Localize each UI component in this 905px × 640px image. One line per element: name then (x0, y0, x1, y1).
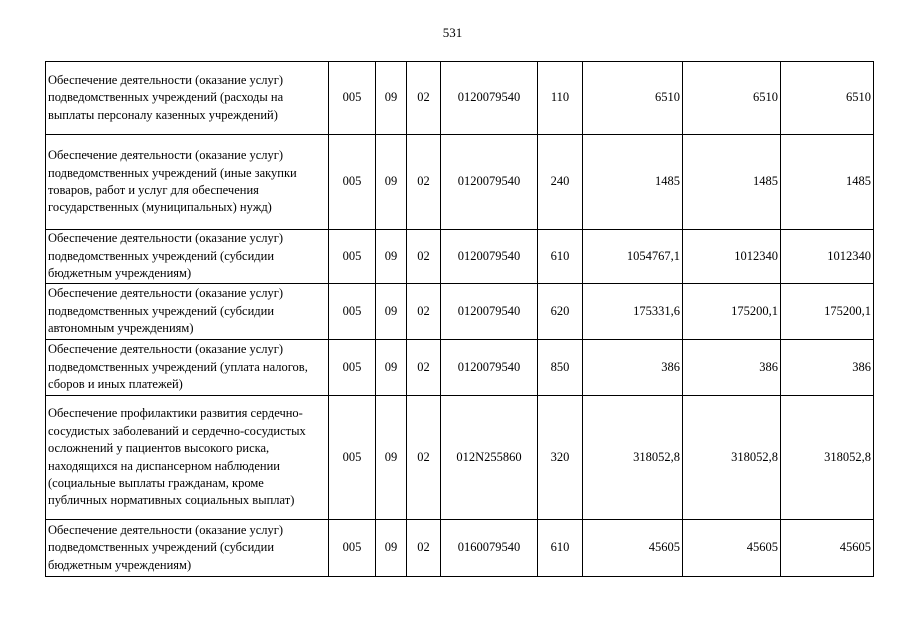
subsection-code-cell: 02 (407, 135, 441, 230)
expense-name-cell: Обеспечение деятельности (оказание услуг) подведомственных учреждений (субсидии бюджетным учреждениям) (46, 520, 329, 577)
target-article-cell: 0120079540 (441, 230, 538, 284)
amount-1-cell: 318052,8 (583, 396, 683, 520)
amount-3-cell: 175200,1 (781, 284, 874, 340)
subsection-code-cell: 02 (407, 230, 441, 284)
target-article-cell: 012N255860 (441, 396, 538, 520)
amount-3-cell: 45605 (781, 520, 874, 577)
expense-type-cell: 850 (538, 340, 583, 396)
expense-type-cell: 110 (538, 62, 583, 135)
target-article-cell: 0120079540 (441, 340, 538, 396)
amount-2-cell: 386 (683, 340, 781, 396)
table-row (46, 135, 874, 230)
subsection-code-cell: 02 (407, 396, 441, 520)
table-row (46, 520, 874, 577)
table-row (46, 284, 874, 340)
amount-2-cell: 6510 (683, 62, 781, 135)
target-article-cell: 0120079540 (441, 135, 538, 230)
amount-3-cell: 318052,8 (781, 396, 874, 520)
budget-table (45, 61, 874, 577)
amount-1-cell: 45605 (583, 520, 683, 577)
amount-2-cell: 45605 (683, 520, 781, 577)
subsection-code-cell: 02 (407, 340, 441, 396)
subsection-code-cell: 02 (407, 284, 441, 340)
amount-3-cell: 6510 (781, 62, 874, 135)
expense-name-cell: Обеспечение деятельности (оказание услуг) подведомственных учреждений (расходы на выплаты персоналу казенных учреждений) (46, 62, 329, 135)
expense-type-cell: 620 (538, 284, 583, 340)
table-row (46, 62, 874, 135)
amount-2-cell: 318052,8 (683, 396, 781, 520)
ministry-code-cell: 005 (329, 62, 376, 135)
section-code-cell: 09 (376, 520, 407, 577)
target-article-cell: 0160079540 (441, 520, 538, 577)
section-code-cell: 09 (376, 62, 407, 135)
section-code-cell: 09 (376, 284, 407, 340)
section-code-cell: 09 (376, 230, 407, 284)
amount-3-cell: 1485 (781, 135, 874, 230)
target-article-cell: 0120079540 (441, 284, 538, 340)
ministry-code-cell: 005 (329, 520, 376, 577)
amount-2-cell: 1485 (683, 135, 781, 230)
table-row (46, 230, 874, 284)
table-row (46, 340, 874, 396)
expense-type-cell: 610 (538, 230, 583, 284)
subsection-code-cell: 02 (407, 62, 441, 135)
section-code-cell: 09 (376, 396, 407, 520)
amount-1-cell: 1485 (583, 135, 683, 230)
target-article-cell: 0120079540 (441, 62, 538, 135)
amount-2-cell: 175200,1 (683, 284, 781, 340)
amount-3-cell: 386 (781, 340, 874, 396)
expense-name-cell: Обеспечение деятельности (оказание услуг) подведомственных учреждений (иные закупки товаров, работ и услуг для обеспечения государственных (муниципальных) нужд) (46, 135, 329, 230)
section-code-cell: 09 (376, 340, 407, 396)
amount-1-cell: 386 (583, 340, 683, 396)
ministry-code-cell: 005 (329, 396, 376, 520)
table-row (46, 396, 874, 520)
ministry-code-cell: 005 (329, 230, 376, 284)
ministry-code-cell: 005 (329, 340, 376, 396)
amount-2-cell: 1012340 (683, 230, 781, 284)
expense-name-cell: Обеспечение деятельности (оказание услуг) подведомственных учреждений (уплата налогов, сборов и иных платежей) (46, 340, 329, 396)
expense-type-cell: 240 (538, 135, 583, 230)
expense-name-cell: Обеспечение деятельности (оказание услуг) подведомственных учреждений (субсидии бюджетным учреждениям) (46, 230, 329, 284)
amount-3-cell: 1012340 (781, 230, 874, 284)
expense-type-cell: 610 (538, 520, 583, 577)
section-code-cell: 09 (376, 135, 407, 230)
expense-name-cell: Обеспечение профилактики развития сердечно-сосудистых заболеваний и сердечно-сосудистых осложнений у пациентов высокого риска, находящихся на диспансерном наблюдении (социальные выплаты гражданам, кроме публичных нормативных социальных выплат) (46, 396, 329, 520)
expense-type-cell: 320 (538, 396, 583, 520)
page-number: 531 (442, 25, 463, 40)
amount-1-cell: 6510 (583, 62, 683, 135)
expense-name-cell: Обеспечение деятельности (оказание услуг) подведомственных учреждений (субсидии автономным учреждениям) (46, 284, 329, 340)
ministry-code-cell: 005 (329, 284, 376, 340)
ministry-code-cell: 005 (329, 135, 376, 230)
amount-1-cell: 1054767,1 (583, 230, 683, 284)
amount-1-cell: 175331,6 (583, 284, 683, 340)
subsection-code-cell: 02 (407, 520, 441, 577)
